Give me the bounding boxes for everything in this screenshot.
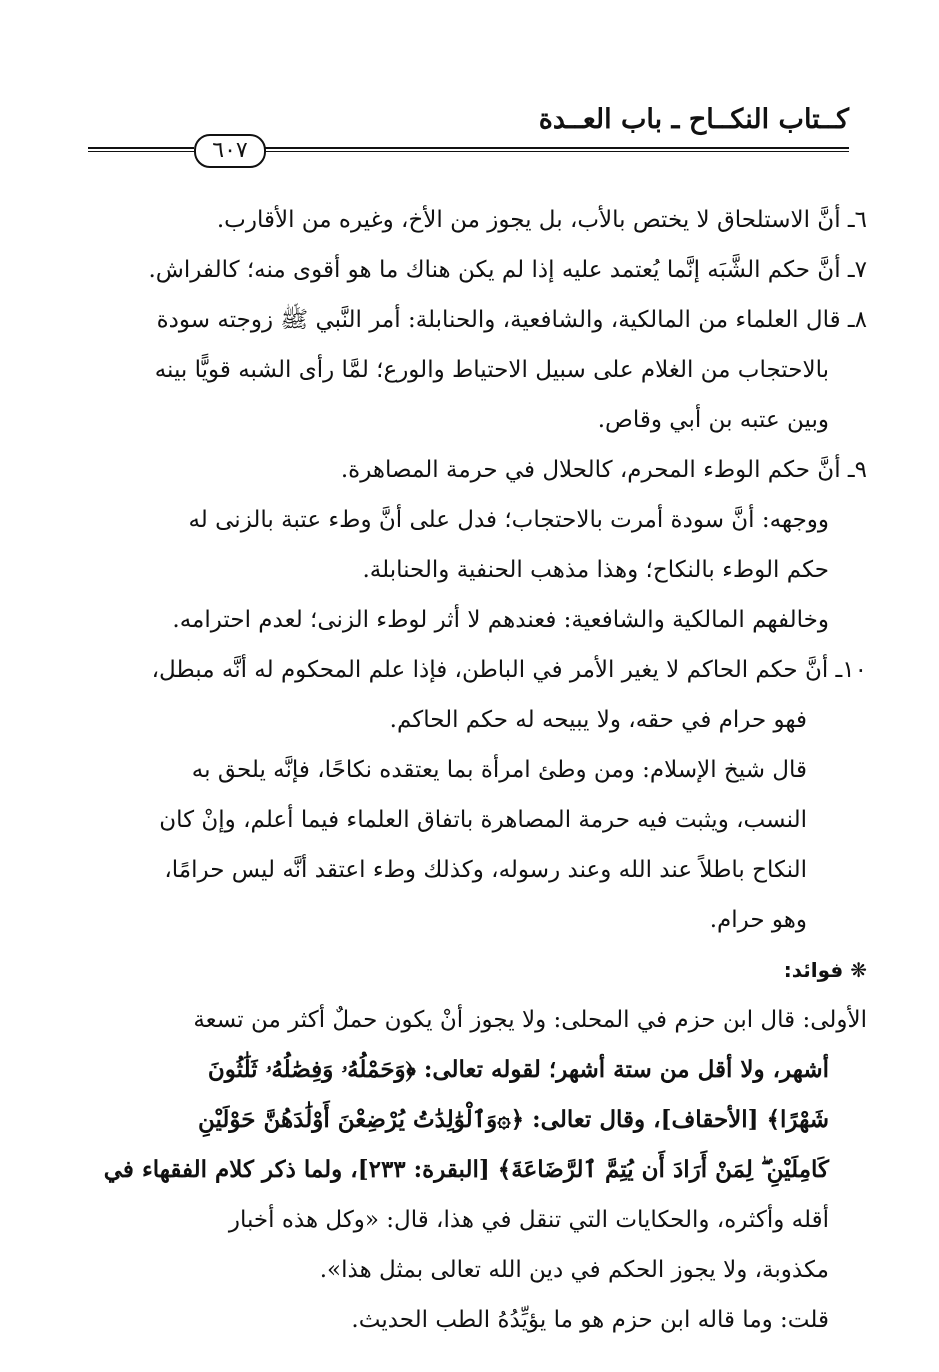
text-line: قلت: وما قاله ابن حزم هو ما يؤيِّدُهُ الطب الحديث. <box>351 1307 829 1333</box>
header-rule-right <box>262 147 849 152</box>
text-line: ٦ـ أنَّ الاستلحاق لا يختص بالأب، بل يجوز من الأخ، وغيره من الأقارب. <box>216 207 867 233</box>
text-line: ووجهه: أنَّ سودة أمرت بالاحتجاب؛ فدل على أنَّ وطء عتبة بالزنى له <box>188 507 829 533</box>
text-line: قال شيخ الإسلام: ومن وطئ امرأة بما يعتقده نكاحًا، فإنَّه يلحق به <box>191 757 807 783</box>
text-line-quran: كَامِلَيْنِ ۖ لِمَنْ أَرَادَ أَن يُتِمَّ ٱلرَّضَاعَةَ﴾ [البقرة: ٢٣٣]، ولما ذكر كلام الفقهاء في <box>103 1156 829 1183</box>
running-header-title: كــتاب النكــاح ـ باب العــدة <box>538 104 849 135</box>
page-number: ٦٠٧ <box>194 134 266 168</box>
text-line: ٧ـ أنَّ حكم الشَّبَه إنَّما يُعتمد عليه إذا لم يكن هناك ما هو أقوى منه؛ كالفراش. <box>148 257 867 283</box>
text-line: ٨ـ قال العلماء من المالكية، والشافعية، والحنابلة: أمر النَّبي ﷺ زوجته سودة <box>156 307 867 333</box>
text-line: بالاحتجاب من الغلام على سبيل الاحتياط والورع؛ لمَّا رأى الشبه قويًّا بينه <box>154 357 829 383</box>
text-line: ١٠ـ أنَّ حكم الحاكم لا يغير الأمر في الباطن، فإذا علم المحكوم له أنَّه مبطل، <box>151 657 867 683</box>
text-line: فهو حرام في حقه، ولا يبيحه له حكم الحاكم. <box>389 707 807 733</box>
text-line: مكذوبة، ولا يجوز الحكم في دين الله تعالى بمثل هذا». <box>319 1257 829 1283</box>
text-line: النسب، ويثبت فيه حرمة المصاهرة باتفاق العلماء فيما أعلم، وإنْ كان <box>159 807 807 833</box>
text-line-quran: أشهر، ولا أقل من ستة أشهر؛ لقوله تعالى: ﴿وَحَمْلُهُۥ وَفِصَٰلُهُۥ ثَلَٰثُونَ <box>207 1056 829 1083</box>
header-rule-left <box>88 147 194 152</box>
text-line: وخالفهم المالكية والشافعية: فعندهم لا أثر لوطء الزنى؛ لعدم احترامه. <box>172 607 829 633</box>
text-line: ٩ـ أنَّ حكم الوطء المحرم، كالحلال في حرمة المصاهرة. <box>340 457 867 483</box>
page-body <box>88 195 867 1345</box>
section-heading: ❋ فوائد: <box>783 958 867 982</box>
text-line: حكم الوطء بالنكاح؛ وهذا مذهب الحنفية والحنابلة. <box>362 557 829 583</box>
text-line: وهو حرام. <box>709 907 807 933</box>
text-line-quran: شَهْرًا﴾ [الأحقاف]، وقال تعالى: ﴿۞وَٱلْوَٰلِدَٰتُ يُرْضِعْنَ أَوْلَٰدَهُنَّ حَوْلَيْنِ <box>197 1106 829 1133</box>
text-line: النكاح باطلاً عند الله وعند رسوله، وكذلك وطء اعتقد أنَّه ليس حرامًا، <box>164 857 807 883</box>
text-line: وبين عتبه بن أبي وقاص. <box>597 407 829 433</box>
text-line: أقله وأكثره، والحكايات التي تنقل في هذا، قال: «وكل هذه أخبار <box>228 1207 829 1233</box>
text-line: الأولى: قال ابن حزم في المحلى: ولا يجوز أنْ يكون حملٌ أكثر من تسعة <box>193 1007 867 1033</box>
